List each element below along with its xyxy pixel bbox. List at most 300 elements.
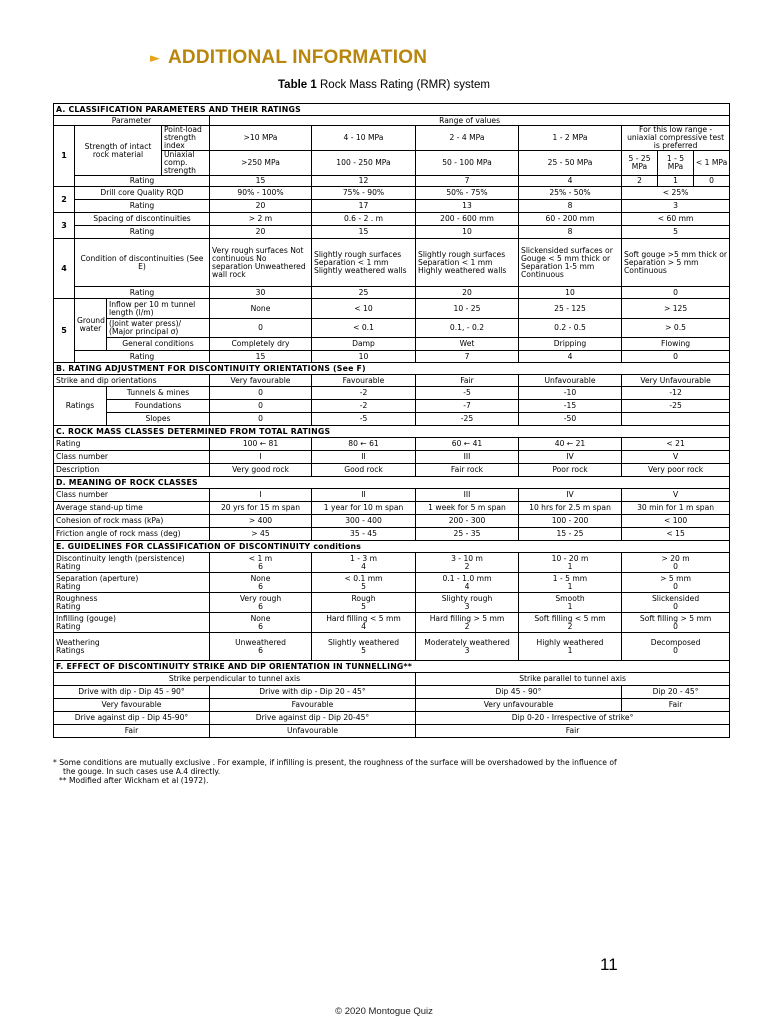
footnotes [53, 758, 733, 785]
column-header: Very Unfavourable [622, 375, 730, 387]
table-cell [210, 593, 312, 613]
table-cell [416, 593, 519, 613]
cell-rating: 0 [673, 601, 678, 611]
row-number: 4 [54, 239, 75, 299]
row-label: Rating [75, 226, 210, 239]
table-cell: 4 [519, 176, 622, 187]
cell-rating: 6 [258, 581, 263, 591]
table-cell: > 400 [210, 515, 312, 528]
table-row [54, 387, 730, 400]
table-cell: -15 [519, 400, 622, 413]
table-cell: 0 [210, 387, 312, 400]
table-row [54, 176, 730, 187]
column-header: Strike and dip orientations [54, 375, 210, 387]
cell-value: Hard filling > 5 mm [429, 613, 505, 623]
table-cell: III [416, 489, 519, 502]
cell-value: Smooth [555, 593, 585, 603]
table-row [54, 699, 730, 712]
table-cell: 25 - 125 [519, 299, 622, 319]
table-cell: 10 [519, 287, 622, 299]
table-row [54, 226, 730, 239]
cell-value: Decomposed [650, 637, 701, 647]
column-header: Strike parallel to tunnel axis [416, 673, 730, 686]
column-header: Parameter [54, 116, 210, 126]
table-cell: 4 [519, 351, 622, 363]
cell-rating: 2 [464, 621, 470, 631]
row-number: 1 [54, 126, 75, 187]
table-cell: -12 [622, 387, 730, 400]
row-label: Slopes [107, 413, 210, 426]
table-cell: 40 ← 21 [519, 438, 622, 451]
cell-value: Slickensided [651, 593, 700, 603]
table-cell: Drive with dip - Dip 20 - 45° [210, 686, 416, 699]
table-cell [210, 613, 312, 633]
row-label: (Joint water press)/ (Major principal σ) [107, 319, 210, 338]
cell-value: 1 - 3 m [349, 553, 378, 563]
section-a-header [54, 104, 730, 116]
table-cell: 25 - 50 MPa [519, 151, 622, 176]
table-cell: Very poor rock [622, 464, 730, 477]
table-cell [416, 573, 519, 593]
footnote: ** Modified after Wickham et al (1972). [59, 776, 209, 785]
table-cell: Slightly rough surfaces Separation < 1 mm Slightly weathered walls [312, 239, 416, 287]
table-cell [312, 613, 416, 633]
row-label: Spacing of discontinuities [75, 213, 210, 226]
table-row [54, 338, 730, 351]
section-title: E. GUIDELINES FOR CLASSIFICATION OF DISCONTINUITY conditions [54, 541, 730, 553]
column-header: Fair [416, 375, 519, 387]
table-row [54, 451, 730, 464]
table-row [54, 515, 730, 528]
table-cell [519, 593, 622, 613]
table-cell: II [312, 451, 416, 464]
table-cell: > 125 [622, 299, 730, 319]
cell-rating: 5 [361, 601, 366, 611]
table-row [54, 116, 730, 126]
table-cell [312, 553, 416, 573]
table-row [54, 200, 730, 213]
cell-value: Very rough [239, 593, 282, 603]
table-cell: -2 [312, 387, 416, 400]
row-label: Rating [75, 176, 210, 187]
table-row [54, 613, 730, 633]
table-cell: Dripping [519, 338, 622, 351]
table-cell: 15 [210, 351, 312, 363]
table-cell: Very rough surfaces Not continuous No separation Unweathered wall rock [210, 239, 312, 287]
cell-rating: 6 [258, 645, 263, 655]
cell-value: 1 - 5 mm [552, 573, 588, 583]
table-cell: Fair rock [416, 464, 519, 477]
table-cell: 0.2 - 0.5 [519, 319, 622, 338]
table-cell [210, 553, 312, 573]
table-cell: I [210, 451, 312, 464]
cell-value: Slighty rough [441, 593, 493, 603]
table-row [54, 187, 730, 200]
table-cell: Slightly rough surfaces Separation < 1 mm Highly weathered walls [416, 239, 519, 287]
table-cell: 0.6 - 2 . m [312, 213, 416, 226]
table-cell: 20 yrs for 15 m span [210, 502, 312, 515]
cell-rating: 6 [258, 601, 263, 611]
table-cell: > 2 m [210, 213, 312, 226]
table-cell: Fair [622, 699, 730, 712]
table-cell: 30 min for 1 m span [622, 502, 730, 515]
table-cell: Very good rock [210, 464, 312, 477]
table-cell: >10 MPa [210, 126, 312, 151]
row-number: 5 [54, 299, 75, 363]
cell-value: 0.1 - 1.0 mm [442, 573, 492, 583]
table-cell: 90% - 100% [210, 187, 312, 200]
table-cell: 0 [622, 351, 730, 363]
table-cell: None [210, 299, 312, 319]
row-sublabel: Rating [56, 621, 81, 631]
cell-rating: 1 [567, 581, 573, 591]
table-cell: 5 - 25 MPa [622, 151, 658, 176]
table-cell [622, 413, 730, 426]
section-title: A. CLASSIFICATION PARAMETERS AND THEIR RATINGS [54, 104, 730, 116]
row-sublabel: Ratings [56, 645, 85, 655]
table-cell: 25% - 50% [519, 187, 622, 200]
cell-rating: 5 [361, 581, 366, 591]
table-row [54, 287, 730, 299]
table-cell: 20 [416, 287, 519, 299]
table-cell [210, 633, 312, 661]
table-row [54, 299, 730, 319]
section-e-header [54, 541, 730, 553]
row-label: Drill core Quality RQD [75, 187, 210, 200]
table-cell: 30 [210, 287, 312, 299]
table-row [54, 502, 730, 515]
table-cell [519, 553, 622, 573]
table-cell: 0 [210, 319, 312, 338]
row-label-text: Infilling (gouge) [56, 613, 116, 623]
table-cell: 20 [210, 226, 312, 239]
cell-value: Rough [351, 593, 376, 603]
row-label [54, 633, 210, 661]
table-row [54, 438, 730, 451]
table-cell: Fair [54, 725, 210, 738]
table-cell: < 10 [312, 299, 416, 319]
table-cell [622, 573, 730, 593]
table-row [54, 573, 730, 593]
row-label: Class number [54, 489, 210, 502]
cell-rating: 4 [361, 621, 366, 631]
cell-value: Slightly weathered [327, 637, 400, 647]
table-cell [416, 553, 519, 573]
row-label [54, 613, 210, 633]
row-sublabel: Rating [56, 601, 81, 611]
table-cell: 5 [622, 226, 730, 239]
table-cell: V [622, 451, 730, 464]
copyright-footer: © 2020 Montogue Quiz [335, 1006, 433, 1017]
table-cell: 10 hrs for 2.5 m span [519, 502, 622, 515]
table-cell [312, 593, 416, 613]
table-cell: I [210, 489, 312, 502]
cell-rating: 2 [567, 621, 573, 631]
table-cell: Dip 20 - 45° [622, 686, 730, 699]
table-cell: > 0.5 [622, 319, 730, 338]
table-cell: < 25% [622, 187, 730, 200]
cell-rating: 0 [673, 621, 678, 631]
section-title: B. RATING ADJUSTMENT FOR DISCONTINUITY ORIENTATIONS (See F) [54, 363, 730, 375]
table-cell: 0 [694, 176, 730, 187]
table-cell: Very unfavourable [416, 699, 622, 712]
cell-rating: 4 [464, 581, 470, 591]
column-header: Range of values [210, 116, 730, 126]
cell-value: > 5 mm [660, 573, 691, 583]
column-header: Strike perpendicular to tunnel axis [54, 673, 416, 686]
row-label: Average stand-up time [54, 502, 210, 515]
cell-value: < 0.1 mm [344, 573, 383, 583]
section-b-header [54, 363, 730, 375]
table-cell: Dip 45 - 90° [416, 686, 622, 699]
table-caption [0, 79, 768, 91]
triangle-bullet-icon: ► [150, 50, 160, 66]
cell-value: Highly weathered [536, 637, 604, 647]
table-cell: 1 week for 5 m span [416, 502, 519, 515]
cell-rating: 1 [567, 601, 573, 611]
table-cell: 50% - 75% [416, 187, 519, 200]
row-label-text: Weathering [56, 637, 100, 647]
cell-value: None [250, 573, 271, 583]
table-cell: For this low range - uniaxial compressive test is preferred [622, 126, 730, 151]
table-cell: 10 - 25 [416, 299, 519, 319]
row-label: Class number [54, 451, 210, 464]
cell-rating: 5 [361, 645, 366, 655]
table-cell: -2 [312, 400, 416, 413]
page-number: 11 [600, 955, 618, 974]
table-cell [519, 613, 622, 633]
table-cell: Good rock [312, 464, 416, 477]
table-cell: Dip 0-20 - Irrespective of strike° [416, 712, 730, 725]
table-cell: 3 [622, 200, 730, 213]
cell-value: > 20 m [661, 553, 690, 563]
table-cell: 0 [210, 400, 312, 413]
cell-value: < 1 m [248, 553, 273, 563]
table-cell: 60 - 200 mm [519, 213, 622, 226]
cell-rating: 6 [258, 561, 263, 571]
row-label: Tunnels & mines [107, 387, 210, 400]
row-label: Rating [75, 287, 210, 299]
table-row [54, 239, 730, 287]
table-cell: 4 - 10 MPa [312, 126, 416, 151]
section-heading [150, 44, 427, 72]
table-cell: -7 [416, 400, 519, 413]
table-cell [519, 633, 622, 661]
table-cell: Unfavourable [210, 725, 416, 738]
table-cell: -25 [622, 400, 730, 413]
table-cell [210, 573, 312, 593]
cell-rating: 4 [361, 561, 366, 571]
table-cell: 10 [416, 226, 519, 239]
table-cell: 35 - 45 [312, 528, 416, 541]
table-cell: 200 - 300 [416, 515, 519, 528]
cell-rating: 3 [464, 601, 470, 611]
table-cell: V [622, 489, 730, 502]
table-cell: 1 - 5 MPa [658, 151, 694, 176]
table-cell: 0 [210, 413, 312, 426]
row-label: Rating [75, 200, 210, 213]
table-cell: -5 [416, 387, 519, 400]
table-row [54, 489, 730, 502]
section-f-header [54, 661, 730, 673]
cell-rating: 1 [567, 645, 573, 655]
table-cell: Drive against dip - Dip 20-45° [210, 712, 416, 725]
table-cell: 15 - 25 [519, 528, 622, 541]
table-row [54, 593, 730, 613]
table-cell: 7 [416, 176, 519, 187]
row-label: Foundations [107, 400, 210, 413]
table-cell: Favourable [210, 699, 416, 712]
table-cell: Fair [416, 725, 730, 738]
row-label: Strength of intact rock material [75, 126, 162, 176]
table-cell: > 45 [210, 528, 312, 541]
table-cell: -25 [416, 413, 519, 426]
table-cell: 2 [622, 176, 658, 187]
table-cell: < 15 [622, 528, 730, 541]
table-cell: 100 ← 81 [210, 438, 312, 451]
table-cell: Poor rock [519, 464, 622, 477]
table-cell: 0 [622, 287, 730, 299]
table-cell [622, 593, 730, 613]
table-cell: Damp [312, 338, 416, 351]
row-label: Cohesion of rock mass (kPa) [54, 515, 210, 528]
row-number: 3 [54, 213, 75, 239]
row-label: Inflow per 10 m tunnel length (l/m) [107, 299, 210, 319]
cell-rating: 0 [673, 645, 678, 655]
table-cell: -10 [519, 387, 622, 400]
cell-value: Hard filling < 5 mm [326, 613, 401, 623]
table-cell: Completely dry [210, 338, 312, 351]
row-number: 2 [54, 187, 75, 213]
row-label: Uniaxial comp. strength [162, 151, 210, 176]
table-row [54, 725, 730, 738]
table-cell: 60 ← 41 [416, 438, 519, 451]
row-label [54, 593, 210, 613]
table-cell: III [416, 451, 519, 464]
column-header: Unfavourable [519, 375, 622, 387]
table-cell: 10 [312, 351, 416, 363]
table-row [54, 375, 730, 387]
table-cell: 0.1, - 0.2 [416, 319, 519, 338]
table-row [54, 633, 730, 661]
table-cell: Flowing [622, 338, 730, 351]
table-cell: 15 [210, 176, 312, 187]
table-cell: 15 [312, 226, 416, 239]
table-cell: 75% - 90% [312, 187, 416, 200]
row-sublabel: Rating [56, 561, 81, 571]
table-row [54, 126, 730, 151]
cell-value: Unweathered [235, 637, 286, 647]
table-cell: 8 [519, 200, 622, 213]
row-label-text: Separation (aperture) [56, 573, 139, 583]
cell-rating: 0 [673, 561, 678, 571]
cell-rating: 6 [258, 621, 263, 631]
cell-rating: 1 [567, 561, 573, 571]
section-title: C. ROCK MASS CLASSES DETERMINED FROM TOTAL RATINGS [54, 426, 730, 438]
table-cell: 8 [519, 226, 622, 239]
table-row [54, 400, 730, 413]
table-cell [416, 613, 519, 633]
table-caption-label: Table 1 [278, 79, 317, 91]
table-cell: < 0.1 [312, 319, 416, 338]
row-label [54, 573, 210, 593]
table-row [54, 413, 730, 426]
section-heading-text: ADDITIONAL INFORMATION [168, 47, 428, 68]
table-cell: Drive with dip - Dip 45 - 90° [54, 686, 210, 699]
cell-rating: 0 [673, 581, 678, 591]
table-cell: IV [519, 451, 622, 464]
table-cell: 17 [312, 200, 416, 213]
table-cell: -5 [312, 413, 416, 426]
table-cell: II [312, 489, 416, 502]
table-cell: 50 - 100 MPa [416, 151, 519, 176]
table-cell: 20 [210, 200, 312, 213]
table-cell [622, 613, 730, 633]
cell-value: Soft filling < 5 mm [534, 613, 606, 623]
table-cell: 300 - 400 [312, 515, 416, 528]
table-row [54, 319, 730, 338]
cell-value: Moderately weathered [424, 637, 510, 647]
table-row [54, 351, 730, 363]
row-label: General conditions [107, 338, 210, 351]
row-label: Friction angle of rock mass (deg) [54, 528, 210, 541]
column-header: Favourable [312, 375, 416, 387]
table-cell: Wet [416, 338, 519, 351]
cell-value: None [250, 613, 271, 623]
row-label [54, 553, 210, 573]
table-cell: -50 [519, 413, 622, 426]
table-cell: 13 [416, 200, 519, 213]
cell-rating: 2 [464, 561, 470, 571]
table-cell [312, 573, 416, 593]
rmr-table [53, 103, 730, 738]
footnote: * Some conditions are mutually exclusive . For example, if infilling is present, the roughness of the surface will be overshadowed by the influence of [53, 758, 617, 767]
table-cell: Very favourable [54, 699, 210, 712]
table-cell: Slickensided surfaces or Gouge < 5 mm thick or Separation 1-5 mm Continuous [519, 239, 622, 287]
table-row [54, 673, 730, 686]
table-cell [519, 573, 622, 593]
row-label: Description [54, 464, 210, 477]
table-cell: 25 [312, 287, 416, 299]
table-cell: < 21 [622, 438, 730, 451]
cell-rating: 3 [464, 645, 470, 655]
table-cell [312, 633, 416, 661]
row-label: Ground water [75, 299, 107, 351]
row-label: Point-load strength index [162, 126, 210, 151]
cell-value: 3 - 10 m [451, 553, 483, 563]
table-cell: >250 MPa [210, 151, 312, 176]
table-row [54, 213, 730, 226]
table-cell: 25 - 35 [416, 528, 519, 541]
table-cell: < 60 mm [622, 213, 730, 226]
section-d-header [54, 477, 730, 489]
table-cell [416, 633, 519, 661]
row-label: Rating [54, 438, 210, 451]
table-cell: < 1 MPa [694, 151, 730, 176]
footnote: the gouge. In such cases use A.4 directly. [63, 767, 221, 776]
table-cell: 2 - 4 MPa [416, 126, 519, 151]
table-row [54, 686, 730, 699]
table-cell: 1 year for 10 m span [312, 502, 416, 515]
table-cell: 100 - 250 MPa [312, 151, 416, 176]
table-cell: 200 - 600 mm [416, 213, 519, 226]
section-c-header [54, 426, 730, 438]
cell-value: 10 - 20 m [551, 553, 589, 563]
row-label-text: Discontinuity length (persistence) [56, 553, 185, 563]
row-label: Ratings [54, 387, 107, 426]
table-cell: < 100 [622, 515, 730, 528]
table-row [54, 712, 730, 725]
